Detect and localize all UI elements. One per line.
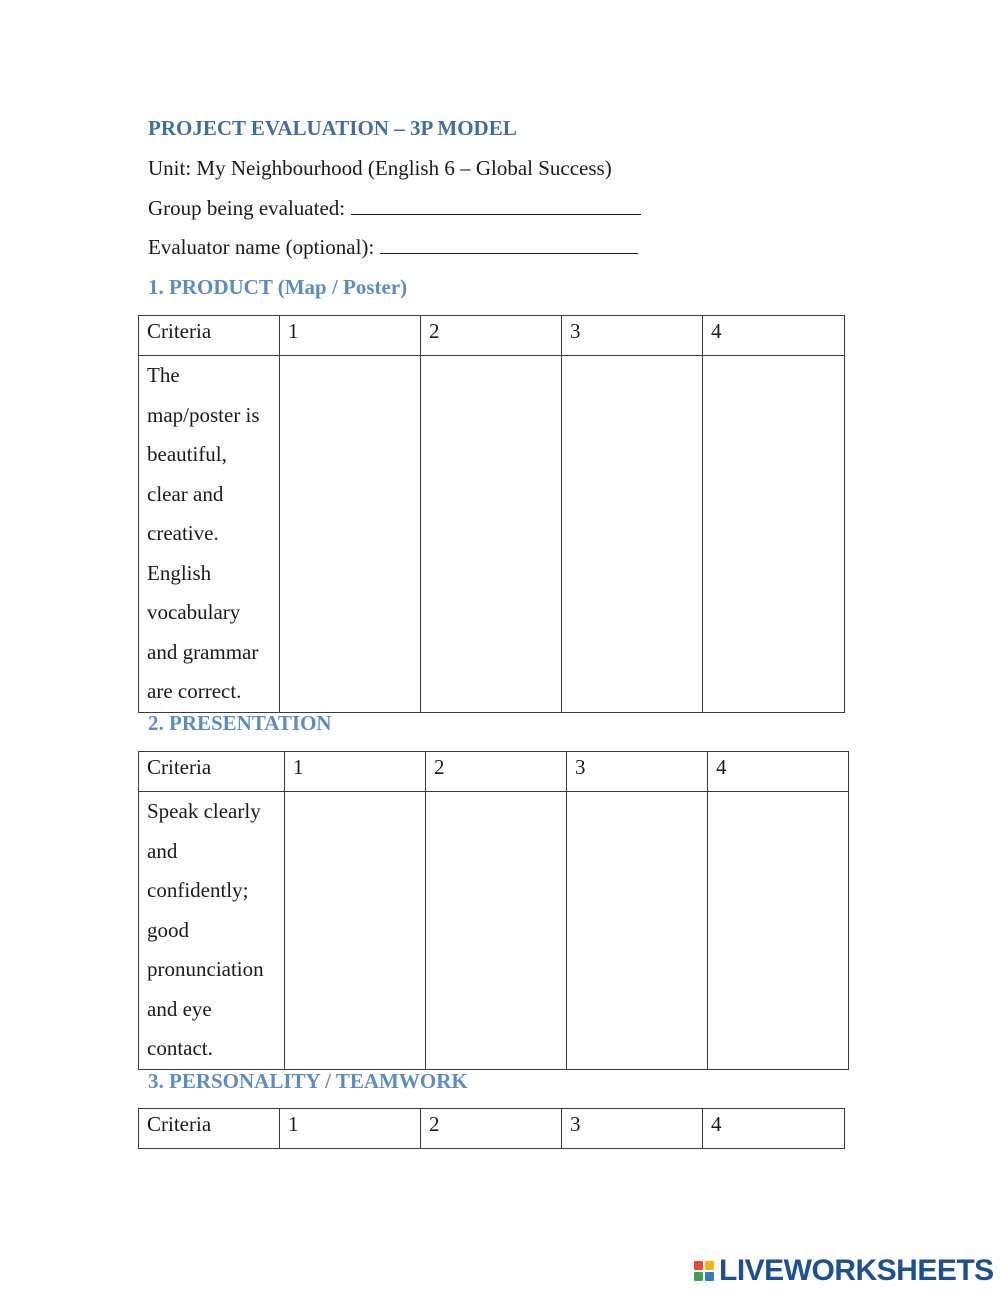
col-header-2: 2 <box>421 316 562 356</box>
section-heading-personality: 3. PERSONALITY / TEAMWORK <box>148 1069 468 1093</box>
presentation-criterion-text: Speak clearly and confidently; good pronunciation and eye contact. <box>139 792 285 1070</box>
product-criterion-text: The map/poster is beautiful, clear and creative. English vocabulary and grammar are correct. <box>139 356 280 713</box>
col-header-4: 4 <box>708 752 849 792</box>
product-criterion-row <box>139 356 845 713</box>
col-header-2: 2 <box>426 752 567 792</box>
col-header-criteria: Criteria <box>139 752 285 792</box>
evaluator-blank-line[interactable] <box>380 235 638 254</box>
col-header-3: 3 <box>567 752 708 792</box>
presentation-criterion-row <box>139 792 849 1070</box>
product-score-cell-2[interactable] <box>421 356 562 713</box>
liveworksheets-logo[interactable] <box>694 1254 994 1288</box>
personality-table <box>138 1108 845 1149</box>
presentation-score-cell-4[interactable] <box>708 792 849 1070</box>
group-blank-line[interactable] <box>351 196 641 215</box>
product-score-cell-3[interactable] <box>562 356 703 713</box>
col-header-2: 2 <box>421 1109 562 1149</box>
col-header-4: 4 <box>703 316 845 356</box>
group-label: Group being evaluated: <box>148 196 346 220</box>
col-header-4: 4 <box>703 1109 845 1149</box>
group-field-row <box>148 196 641 221</box>
presentation-table <box>138 751 849 1070</box>
logo-square-green <box>694 1272 703 1281</box>
col-header-1: 1 <box>280 316 421 356</box>
product-header-row <box>139 316 845 356</box>
liveworksheets-brand-text: LIVEWORKSHEETS <box>719 1254 994 1287</box>
product-table <box>138 315 845 713</box>
section-heading-presentation: 2. PRESENTATION <box>148 711 332 735</box>
presentation-score-cell-1[interactable] <box>285 792 426 1070</box>
logo-square-blue <box>705 1272 714 1281</box>
col-header-3: 3 <box>562 1109 703 1149</box>
product-score-cell-4[interactable] <box>703 356 845 713</box>
evaluator-field-row <box>148 235 638 260</box>
logo-square-yellow <box>705 1261 714 1270</box>
unit-line: Unit: My Neighbourhood (English 6 – Global Success) <box>148 156 612 180</box>
presentation-score-cell-2[interactable] <box>426 792 567 1070</box>
product-score-cell-1[interactable] <box>280 356 421 713</box>
evaluator-label: Evaluator name (optional): <box>148 235 375 259</box>
col-header-3: 3 <box>562 316 703 356</box>
section-heading-product: 1. PRODUCT (Map / Poster) <box>148 275 408 299</box>
presentation-header-row <box>139 752 849 792</box>
logo-square-red <box>694 1261 703 1270</box>
col-header-1: 1 <box>280 1109 421 1149</box>
document-title: PROJECT EVALUATION – 3P MODEL <box>148 116 517 140</box>
col-header-1: 1 <box>285 752 426 792</box>
presentation-score-cell-3[interactable] <box>567 792 708 1070</box>
col-header-criteria: Criteria <box>139 1109 280 1149</box>
liveworksheets-logo-icon <box>694 1261 714 1281</box>
col-header-criteria: Criteria <box>139 316 280 356</box>
personality-header-row <box>139 1109 845 1149</box>
